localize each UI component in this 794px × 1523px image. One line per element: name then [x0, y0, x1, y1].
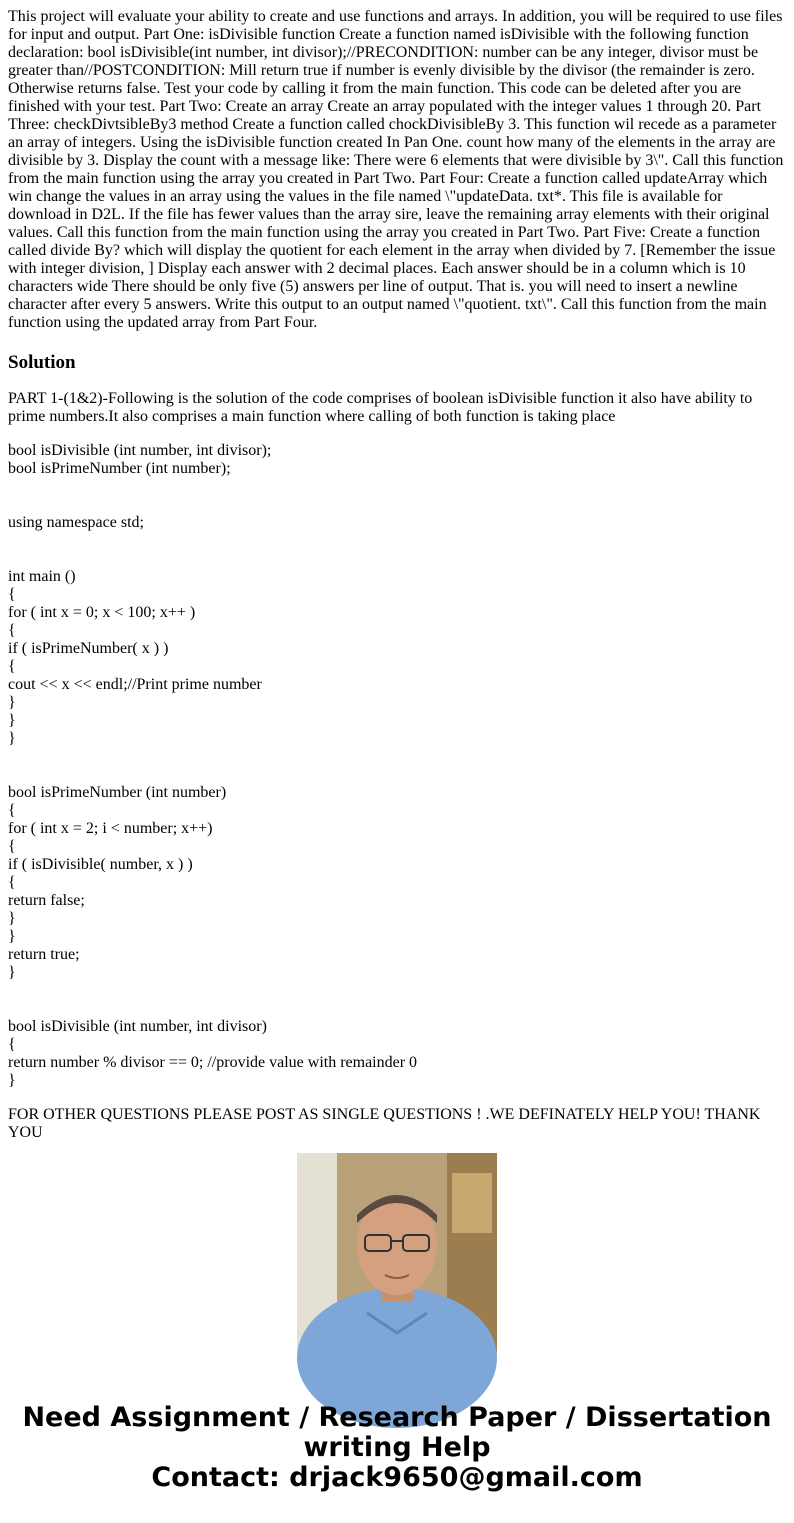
solution-heading: Solution [8, 352, 76, 373]
code-line: bool isDivisible (int number, int divisor) [8, 1018, 267, 1035]
promo-line-2: writing Help [303, 1432, 491, 1463]
code-line [8, 478, 786, 496]
code-line: } [8, 928, 16, 945]
code-line: return true; [8, 946, 80, 963]
code-line: cout << x << endl;//Print prime number [8, 676, 262, 693]
code-line: return number % divisor == 0; //provide value with remainder 0 [8, 1054, 418, 1071]
code-line: bool isPrimeNumber (int number); [8, 460, 231, 477]
promo-banner [0, 1403, 794, 1493]
code-line: } [8, 964, 16, 981]
code-line: } [8, 910, 16, 927]
promo-contact: Contact: drjack9650@gmail.com [151, 1462, 643, 1493]
code-line: bool isDivisible (int number, int divisor); [8, 442, 272, 459]
code-line [8, 748, 786, 766]
code-line: if ( isPrimeNumber( x ) ) [8, 640, 169, 657]
code-line: int main () [8, 568, 76, 585]
code-line [8, 496, 786, 514]
code-line: { [8, 838, 16, 855]
code-line [8, 532, 786, 550]
code-line: if ( isDivisible( number, x ) ) [8, 856, 193, 873]
code-line [8, 766, 786, 784]
promo-line-1: Need Assignment / Research Paper / Dissertation [22, 1402, 772, 1433]
code-block [8, 442, 786, 1090]
code-line [8, 550, 786, 568]
code-line: { [8, 586, 16, 603]
closing-note: FOR OTHER QUESTIONS PLEASE POST AS SINGLE QUESTIONS ! .WE DEFINATELY HELP YOU! THANK YOU [8, 1106, 761, 1141]
code-line: { [8, 622, 16, 639]
code-line: using namespace std; [8, 514, 144, 531]
code-line: for ( int x = 2; i < number; x++) [8, 820, 213, 837]
code-line: return false; [8, 892, 85, 909]
code-line: { [8, 658, 16, 675]
code-line: bool isPrimeNumber (int number) [8, 784, 227, 801]
solution-intro: PART 1-(1&2)-Following is the solution of the code comprises of boolean isDivisible function it also have ability to prime numbers.It also comprises a main function where calling of both function is taking place [8, 390, 753, 425]
code-line: } [8, 712, 16, 729]
code-line: } [8, 1072, 16, 1089]
code-line [8, 982, 786, 1000]
code-line: { [8, 874, 16, 891]
code-line: } [8, 730, 16, 747]
question-text: This project will evaluate your ability to create and use functions and arrays. In addition, you will be required to use files for input and output. Part One: isDivisible function Create a function named isDivisible with the following function declaration: bool isDivisible(int number, int divisor);//PRECONDITION: number can be any integer, divisor must be greater than//POSTCONDITION: Mill return true if number is evenly divisible by the divisor (the remainder is zero. Otherwise returns false. Test your code by calling it from the main function. This code can be deleted after you are finished with your test. Part Two: Create an array Create an array populated with the integer values 1 through 20. Part Three: checkDivtsibleBy3 method Create a function called chockDivisibleBy 3. This function wil recede as a parameter an array of integers. Using the isDivisible function created In Pan One. count how many of the elements in the array are divisible by 3. Display the count with a message like: There were 6 elements that were divisible by 3\". Call this function from the main function using the array you created in Part Two. Part Four: Create a function called updateArray which win change the values in an array using the values in the file named \"updateData. txt*. This file is available for download in D2L. If the file has fewer values than the array sire, leave the remaining array elements with their original values. Call this function from the main function using the array you created in Part Two. Part Five: Create a function called divide By? which will display the quotient for each element in the array when divided by 7. [Remember the issue with integer division, ] Display each answer with 2 decimal places. Each answer should be in a column which is 10 characters wide There should be only five (5) answers per line of output. That is. you will need to insert a newline character after every 5 answers. Write this output to an output named \"quotient. txt\". Call this function from the main function using the updated array from Part Four. [8, 8, 784, 331]
document-content [8, 8, 786, 1141]
code-line [8, 1000, 786, 1018]
code-line: { [8, 1036, 16, 1053]
code-line: { [8, 802, 16, 819]
code-line: for ( int x = 0; x < 100; x++ ) [8, 604, 196, 621]
code-line: } [8, 694, 16, 711]
author-photo [297, 1153, 497, 1353]
